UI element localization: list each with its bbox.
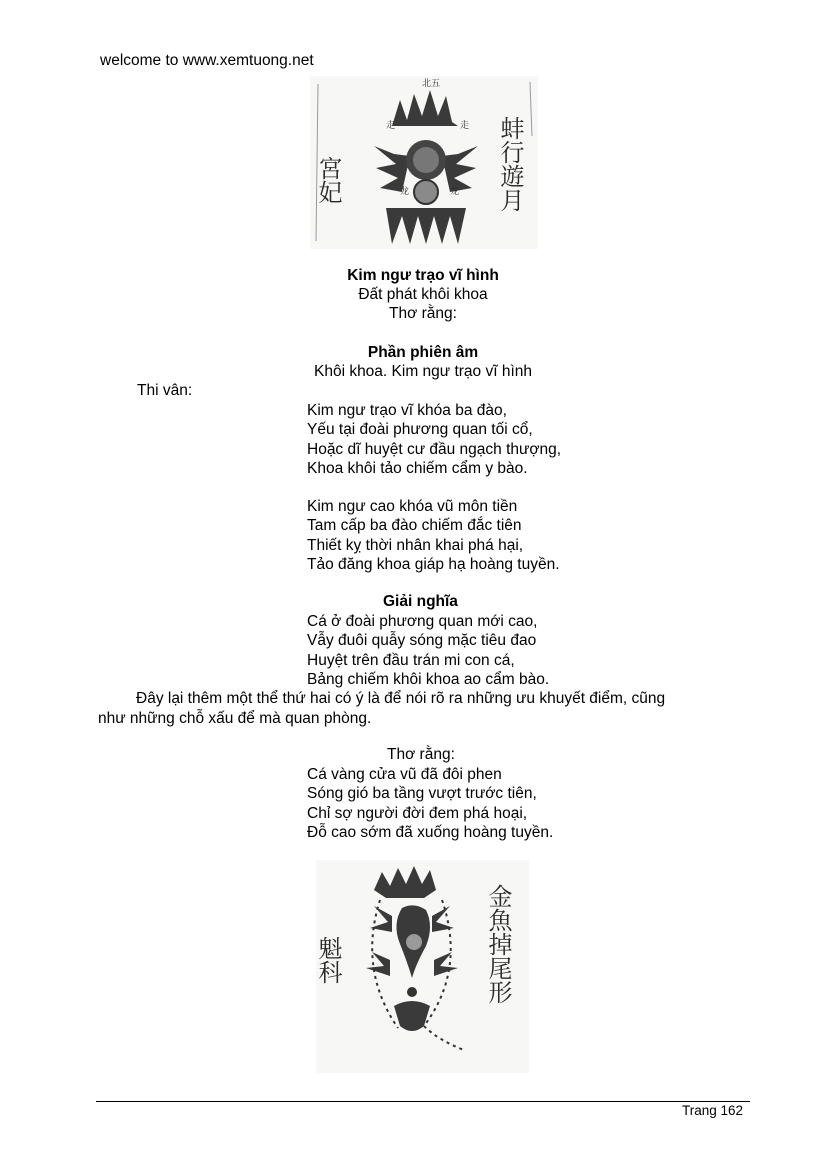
verse-line: Cá vàng cửa vũ đã đôi phen xyxy=(307,766,502,783)
stanza-1 xyxy=(307,401,561,478)
bottom-illustration xyxy=(316,860,529,1073)
verse-line: Tam cấp ba đào chiếm đắc tiên xyxy=(307,517,522,535)
poem2-verse xyxy=(307,765,553,842)
bottom-label-right: 金魚掉尾形 xyxy=(484,884,512,1004)
footer-divider xyxy=(96,1101,750,1102)
verse-line: Thiết kỵ thời nhân khai phá hại, xyxy=(307,536,524,554)
small-mark-2: 走 xyxy=(460,121,470,131)
verse-line: Khoa khôi tảo chiếm cẩm y bào. xyxy=(307,459,528,477)
small-mark-1: 走 xyxy=(386,121,396,131)
verse-line: Tảo đăng khoa giáp hạ hoàng tuyền. xyxy=(307,555,560,573)
verse-line: Vẫy đuôi quẫy sóng mặc tiêu đao xyxy=(307,632,537,650)
explanation-paragraph xyxy=(98,689,738,728)
verse-line: Kim ngư trạo vĩ khóa ba đào, xyxy=(307,402,507,419)
phien-am-heading: Phần phiên âm xyxy=(367,344,479,361)
intro-line: Thơ rằng: xyxy=(389,305,457,322)
verse-line: Yếu tại đoài phương quan tối cổ, xyxy=(307,421,533,439)
giai-nghia-heading: Giải nghĩa xyxy=(383,593,458,610)
top-label-right: 蚌行遊月 xyxy=(496,116,524,212)
small-mark-3: 龙 xyxy=(400,187,410,197)
verse-line: Cá ở đoài phương quan mới cao, xyxy=(307,613,538,630)
verse-line: Đỗ cao sớm đã xuống hoàng tuyền. xyxy=(307,823,554,841)
top-label-left: 宮妃 xyxy=(314,156,342,204)
site-header: welcome to www.xemtuong.net xyxy=(100,52,314,69)
thi-van-label: Thi vân: xyxy=(137,382,193,399)
verse-line: Sóng gió ba tầng vượt trước tiên, xyxy=(307,785,537,803)
stanza-2 xyxy=(307,497,560,574)
top-illustration xyxy=(310,76,538,249)
poem2-intro: Thơ rằng: xyxy=(387,746,455,763)
page-number: Trang 162 xyxy=(682,1103,744,1118)
paragraph-line: Đây lại thêm một thể thứ hai có ý là để nói rõ ra những ưu khuyết điểm, cũng xyxy=(136,690,666,707)
bottom-label-left: 魁科 xyxy=(316,936,342,984)
verse-line: Huyệt trên đầu trán mi con cá, xyxy=(307,651,515,669)
bottom-illustration-drawing xyxy=(316,860,529,1073)
phien-am-line: Khôi khoa. Kim ngư trạo vĩ hình xyxy=(313,363,533,380)
subtitle: Đất phát khôi khoa xyxy=(358,286,488,303)
verse-line: Kim ngư cao khóa vũ môn tiền xyxy=(307,498,518,515)
top-illustration-drawing xyxy=(310,76,538,249)
top-mark-label: 北五 xyxy=(422,79,441,89)
small-mark-4: 龙 xyxy=(450,187,460,197)
verse-line: Bảng chiếm khôi khoa ao cẩm bào. xyxy=(307,670,550,688)
verse-line: Hoặc dĩ huyệt cư đầu ngạch thượng, xyxy=(307,440,562,458)
giai-nghia-verse xyxy=(307,612,549,689)
title: Kim ngư trạo vĩ hình xyxy=(347,267,499,284)
verse-line: Chỉ sợ người đời đem phá hoại, xyxy=(307,804,528,822)
paragraph-line: như những chỗ xấu để mà quan phòng. xyxy=(98,709,372,727)
